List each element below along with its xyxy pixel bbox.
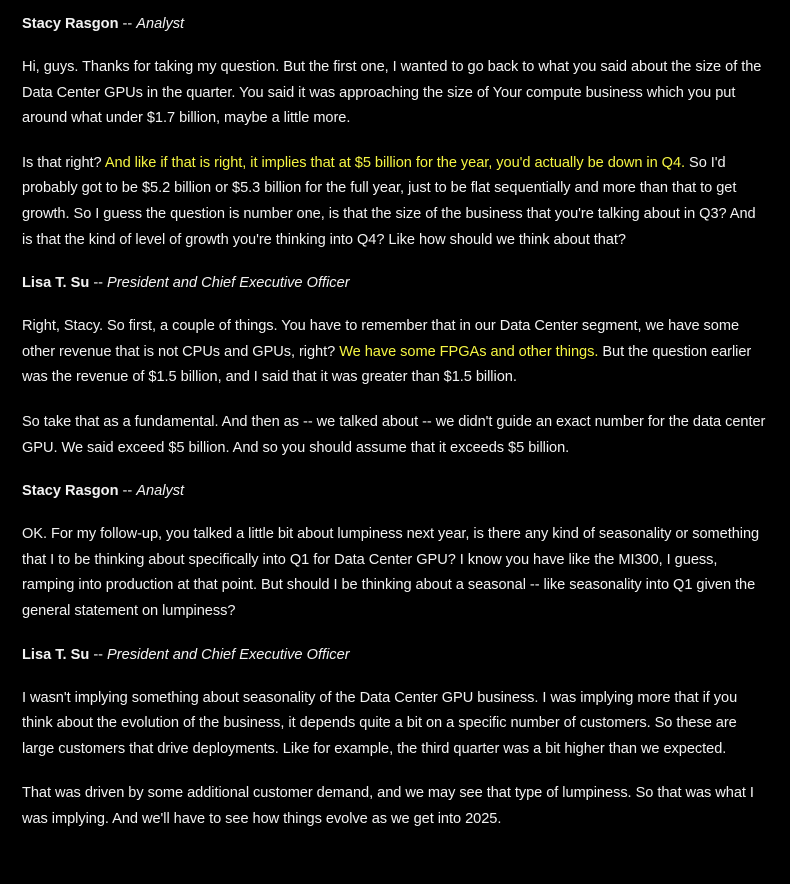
speaker-name: Lisa T. Su [22, 275, 90, 292]
highlighted-text: We have some FPGAs and other things. [339, 343, 599, 360]
highlighted-text: And like if that is right, it implies that at $5 billion for the year, you'd actually be down in Q4. [104, 154, 686, 171]
paragraph-text: I wasn't implying something about seasonality of the Data Center GPU business. I was implying more that if you think about the evolution of the business, it depends quite a bit on a specific number of customers. So these are large customers that drive deployments. Like for example, the third quarter was a bit higher than we expected. [22, 689, 738, 757]
speaker-separator: -- [93, 275, 104, 292]
paragraph-text: But the question earlier was the revenue of $1.5 billion, and I said that it was greater than $1.5 billion. [22, 343, 752, 386]
speaker-separator: -- [122, 16, 133, 32]
speaker-separator: -- [93, 646, 104, 663]
paragraph-text: Is that right? [22, 154, 105, 171]
speaker-line [22, 480, 768, 502]
paragraph-text: OK. For my follow-up, you talked a little bit about lumpiness next year, is there any kind of seasonality or something that I to be thinking about specifically into Q1 for Data Center GPU? I know you have like the MI300, I guess, ramping into production at that point. But should I be thinking about a seasonal -- like seasonality into Q1 given the general statement on lumpiness? [22, 526, 760, 619]
speaker-name: Lisa T. Su [22, 646, 90, 663]
paragraph-text: That was driven by some additional customer demand, and we may see that type of lumpiness. So that was what I was implying. And we'll have to see how things evolve as we get into 2025. [22, 785, 754, 827]
speaker-line [22, 644, 768, 666]
paragraph [22, 522, 768, 624]
paragraph [22, 781, 768, 832]
speaker-role: Analyst [136, 483, 185, 500]
paragraph [22, 151, 768, 253]
paragraph [22, 410, 768, 461]
paragraph-text: So take that as a fundamental. And then as -- we talked about -- we didn't guide an exact number for the data center GPU. We said exceed $5 billion. And so you should assume that it exceeds $5 billion. [22, 413, 766, 456]
speaker-role: President and Chief Executive Officer [107, 646, 350, 663]
speaker-name: Stacy Rasgon [22, 16, 119, 32]
speaker-role: Analyst [136, 16, 185, 32]
paragraph-text: So I'd probably got to be $5.2 billion or $5.3 billion for the full year, just to be flat sequentially and more than that to get growth. So I guess the question is number one, is that the size of the business that you're talking about in Q3? And is that the kind of level of growth you're thinking into Q4? Like how should we think about that? [22, 154, 756, 248]
speaker-role: President and Chief Executive Officer [107, 275, 350, 292]
speaker-name: Stacy Rasgon [22, 483, 119, 500]
speaker-line [22, 272, 768, 294]
paragraph [22, 686, 768, 763]
paragraph-text: Right, Stacy. So first, a couple of things. You have to remember that in our Data Center segment, we have some other revenue that is not CPUs and GPUs, right? [22, 318, 740, 360]
speaker-separator: -- [122, 483, 133, 500]
paragraph-text: Hi, guys. Thanks for taking my question. But the first one, I wanted to go back to what you said about the size of the Data Center GPUs in the quarter. You said it was approaching the size of Your compute business which you put around what under $1.7 billion, maybe a little more. [22, 59, 762, 127]
speaker-line [22, 13, 768, 35]
paragraph [22, 55, 768, 132]
paragraph [22, 314, 768, 391]
